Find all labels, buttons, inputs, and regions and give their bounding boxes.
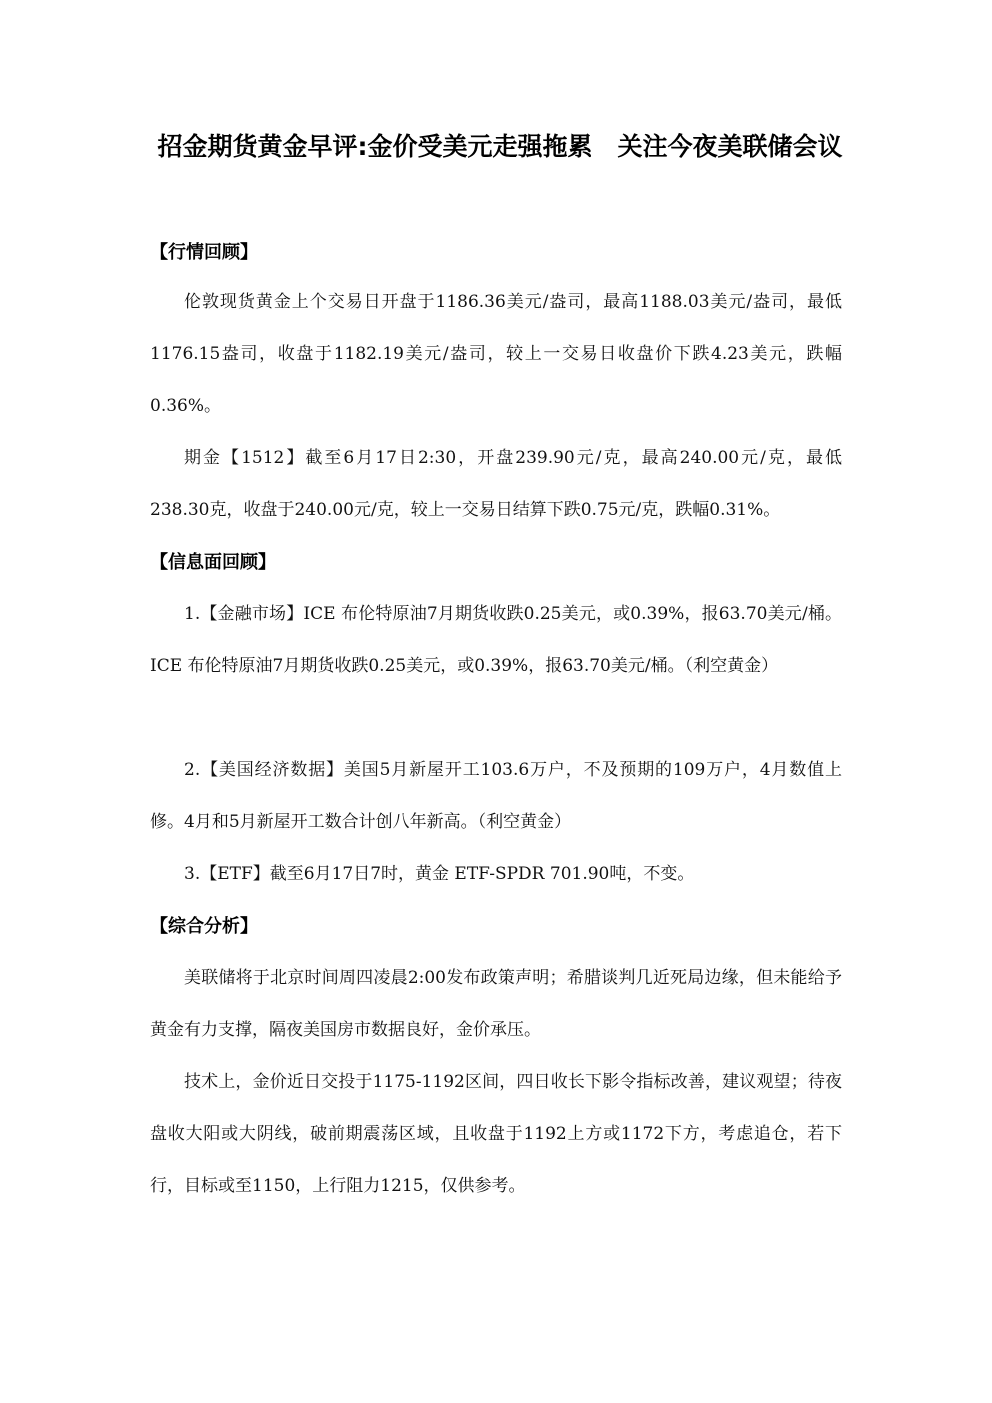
paragraph-us-economic-data: 2.【美国经济数据】美国5月新屋开工103.6万户，不及预期的109万户，4月数值上修。4月和5月新屋开工数合计创八年新高。（利空黄金） bbox=[150, 760, 842, 832]
paragraph-financial-market: 1.【金融市场】ICE 布伦特原油7月期货收跌0.25美元，或0.39%，报63.70美元/桶。ICE 布伦特原油7月期货收跌0.25美元，或0.39%，报63.70美元/桶。（利空黄金） bbox=[150, 604, 842, 676]
section-heading-market-review: 【行情回顾】 bbox=[150, 242, 258, 263]
paragraph-etf: 3.【ETF】截至6月17日7时，黄金 ETF-SPDR 701.90吨，不变。 bbox=[184, 864, 695, 884]
section-heading-analysis: 【综合分析】 bbox=[150, 916, 258, 937]
paragraph-technical-analysis: 技术上，金价近日交投于1175-1192区间，四日收长下影令指标改善，建议观望；待夜盘收大阳或大阴线，破前期震荡区域，且收盘于1192上方或1172下方，考虑追仓，若下行，目标或至1150，上行阻力1215，仅供参考。 bbox=[150, 1072, 842, 1196]
document-title: 招金期货黄金早评:金价受美元走强拖累 关注今夜美联储会议 bbox=[157, 132, 843, 161]
paragraph-fed-policy: 美联储将于北京时间周四凌晨2:00发布政策声明；希腊谈判几近死局边缘，但未能给予黄金有力支撑，隔夜美国房市数据良好，金价承压。 bbox=[150, 968, 842, 1040]
paragraph-gold-futures: 期金【1512】截至6月17日2:30，开盘239.90元/克，最高240.00元/克，最低238.30克，收盘于240.00元/克，较上一交易日结算下跌0.75元/克，跌幅0.31%。 bbox=[150, 448, 842, 520]
paragraph-london-spot-gold: 伦敦现货黄金上个交易日开盘于1186.36美元/盎司，最高1188.03美元/盎司，最低1176.15盎司，收盘于1182.19美元/盎司，较上一交易日收盘价下跌4.23美元，跌幅0.36%。 bbox=[150, 292, 842, 416]
section-heading-news-review: 【信息面回顾】 bbox=[150, 552, 276, 573]
